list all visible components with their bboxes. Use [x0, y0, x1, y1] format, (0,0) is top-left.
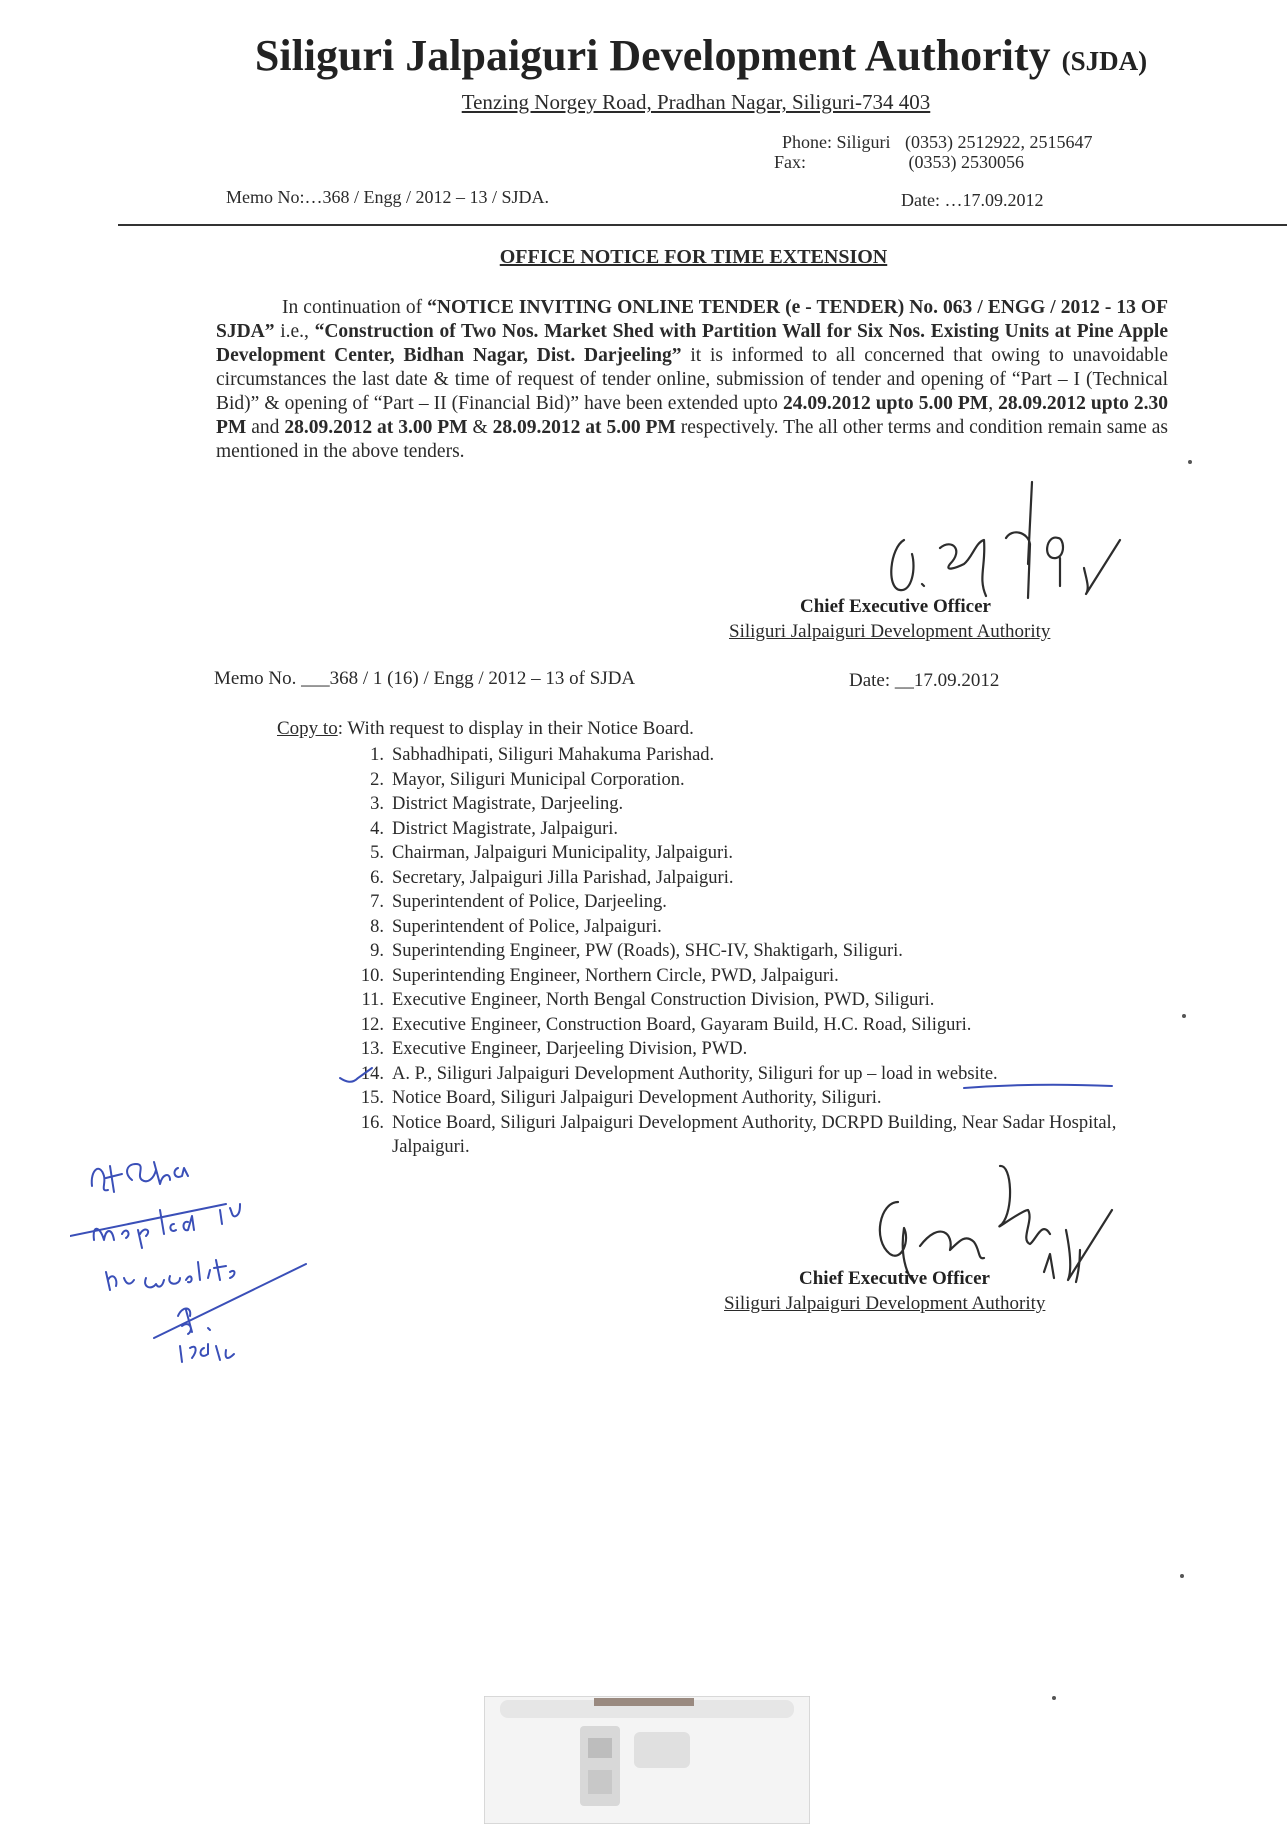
handwritten-note: [70, 1140, 340, 1370]
copy-item-text: Superintendent of Police, Jalpaiguri.: [392, 916, 662, 937]
copy-item-text: Notice Board, Siliguri Jalpaiguri Development Authority, DCRPD Building, Near Sadar Hospital, Jalpaiguri.: [392, 1112, 1117, 1157]
para-text-6: &: [467, 417, 493, 438]
copy-item-text: Mayor, Siliguri Municipal Corporation.: [392, 769, 685, 790]
copy-item-text: A. P., Siliguri Jalpaiguri Development Authority, Siliguri for up – load in website.: [392, 1063, 998, 1084]
copy-list-item: [342, 988, 1172, 1013]
contact-block: [774, 132, 1093, 172]
phone-value: (0353) 2512922, 2515647: [905, 132, 1093, 152]
copy-item-text: District Magistrate, Jalpaiguri.: [392, 818, 619, 839]
copy-list-item: [342, 817, 1172, 842]
signatory-2-title: Chief Executive Officer: [799, 1268, 990, 1289]
phone-line: [774, 132, 1093, 152]
fax-line: [774, 152, 1093, 172]
deadline-3: 28.09.2012 at 3.00 PM: [284, 417, 468, 438]
copy-list-item: [342, 939, 1172, 964]
copy-item-text: Chairman, Jalpaiguri Municipality, Jalpaiguri.: [392, 843, 733, 863]
scan-speck: [1188, 460, 1192, 464]
org-name: Siliguri Jalpaiguri Development Authority: [254, 31, 1051, 80]
copy-to-heading: [277, 718, 694, 740]
deadline-1: 24.09.2012 upto 5.00 PM: [782, 393, 989, 414]
copy-item-number: 1.: [370, 745, 384, 765]
scan-speck: [1052, 1696, 1056, 1700]
copy-item-number: 8.: [370, 916, 384, 937]
copy-item-text: Executive Engineer, Darjeeling Division, PWD.: [392, 1039, 748, 1059]
notice-paragraph: [216, 296, 1168, 464]
copy-list-item: [342, 768, 1172, 793]
org-address: Tenzing Norgey Road, Pradhan Nagar, Siliguri-734 403: [461, 90, 931, 114]
signature-2: [799, 1268, 990, 1290]
copy-item-number: 15.: [360, 1088, 384, 1108]
signature-1: [800, 596, 991, 618]
copy-list-item: [342, 964, 1172, 989]
copy-item-text: Notice Board, Siliguri Jalpaiguri Development Authority, Siliguri.: [392, 1088, 882, 1108]
signatory-title: Chief Executive Officer: [800, 596, 991, 617]
para-text-7: respectively. The all other terms and condition remain same as mentioned in the above tenders.: [216, 417, 1169, 462]
copy-item-number: 9.: [370, 941, 384, 961]
copy-to-label: Copy to: [277, 718, 338, 739]
copy-item-text: Executive Engineer, Construction Board, Gayaram Build, H.C. Road, Siliguri.: [392, 1014, 972, 1035]
copy-item-text: Superintendent of Police, Darjeeling.: [392, 892, 667, 912]
copy-item-text: Secretary, Jalpaiguri Jilla Parishad, Jalpaiguri.: [392, 867, 734, 888]
scan-speck: [1182, 1014, 1186, 1018]
fax-label: Fax:: [774, 152, 807, 172]
deadline-2: 28.09.2012 upto 2.30 PM: [216, 393, 1168, 438]
signatory-2-org: Siliguri Jalpaiguri Development Authority: [724, 1293, 1046, 1314]
notice-title: OFFICE NOTICE FOR TIME EXTENSION: [499, 246, 888, 268]
copy-item-number: 13.: [360, 1039, 384, 1059]
copy-item-number: 11.: [361, 990, 384, 1010]
copy-item-number: 7.: [370, 892, 384, 912]
copy-item-text: Superintending Engineer, PW (Roads), SHC-IV, Shaktigarh, Siliguri.: [392, 941, 903, 961]
copy-item-number: 5.: [370, 843, 384, 863]
copy-memo-number: Memo No. ___368 / 1 (16) / Engg / 2012 – 13 of SJDA: [214, 668, 636, 689]
copy-memo-date: Date: __17.09.2012: [849, 670, 1000, 691]
copy-item-text: District Magistrate, Darjeeling.: [392, 794, 624, 814]
copy-list-item: [342, 890, 1172, 915]
header-divider: [118, 224, 1287, 226]
pen-tick-underline: [336, 1060, 1116, 1094]
copy-list-item: [342, 1013, 1172, 1038]
copy-item-number: 3.: [370, 794, 384, 814]
para-text-5: and: [246, 417, 285, 438]
scan-speck: [1180, 1574, 1184, 1578]
copy-item-text: Sabhadhipati, Siliguri Mahakuma Parishad.: [392, 745, 715, 765]
tender-reference: “NOTICE INVITING ONLINE TENDER (e - TENDER) No. 063 / ENGG / 2012 - 13 OF SJDA”: [216, 297, 1169, 342]
para-text-1: In continuation of: [282, 297, 428, 318]
scan-artifact: [484, 1696, 810, 1824]
copy-item-number: 2.: [370, 769, 384, 790]
memo-date: Date: …17.09.2012: [901, 190, 1044, 210]
fax-value: (0353) 2530056: [908, 152, 1024, 172]
copy-list-item: [342, 1037, 1172, 1062]
copy-item-number: 6.: [370, 867, 384, 888]
signatory-org: Siliguri Jalpaiguri Development Authority: [729, 621, 1051, 642]
para-text-4: ,: [988, 393, 999, 414]
deadline-4: 28.09.2012 at 5.00 PM: [492, 417, 676, 438]
para-text-2: i.e.,: [274, 321, 315, 342]
copy-list: [342, 743, 1172, 1160]
copy-to-text: : With request to display in their Notice Board.: [337, 718, 694, 739]
copy-item-number: 4.: [370, 818, 384, 839]
memo-number: Memo No:…368 / Engg / 2012 – 13 / SJDA.: [226, 187, 550, 207]
copy-list-item: [342, 866, 1172, 891]
copy-item-number: 16.: [360, 1112, 384, 1133]
copy-item-text: Executive Engineer, North Bengal Construction Division, PWD, Siliguri.: [392, 990, 935, 1010]
copy-list-item: [342, 915, 1172, 940]
copy-list-item: [342, 743, 1172, 768]
copy-list-item: [342, 841, 1172, 866]
copy-item-text: Superintending Engineer, Northern Circle, PWD, Jalpaiguri.: [392, 965, 839, 986]
copy-item-number: 14.: [360, 1063, 384, 1084]
work-description: “Construction of Two Nos. Market Shed with Partition Wall for Six Nos. Existing Units at Pine Apple Development Center, Bidhan Nagar, Dist. Darjeeling”: [216, 321, 1168, 366]
para-text-3: it is informed to all concerned that owing to unavoidable circumstances the last date & time of request of tender online, submission of tender and opening of “Part – I (Technical Bid)” & opening of “Part – II (Financial Bid)” have been extended upto: [216, 345, 1168, 414]
org-abbr: (SJDA): [1061, 46, 1148, 76]
copy-item-number: 12.: [360, 1014, 384, 1035]
copy-item-number: 10.: [360, 965, 384, 986]
copy-list-item: [342, 792, 1172, 817]
phone-label: Phone: Siliguri: [782, 132, 891, 152]
org-title: [0, 30, 1287, 81]
